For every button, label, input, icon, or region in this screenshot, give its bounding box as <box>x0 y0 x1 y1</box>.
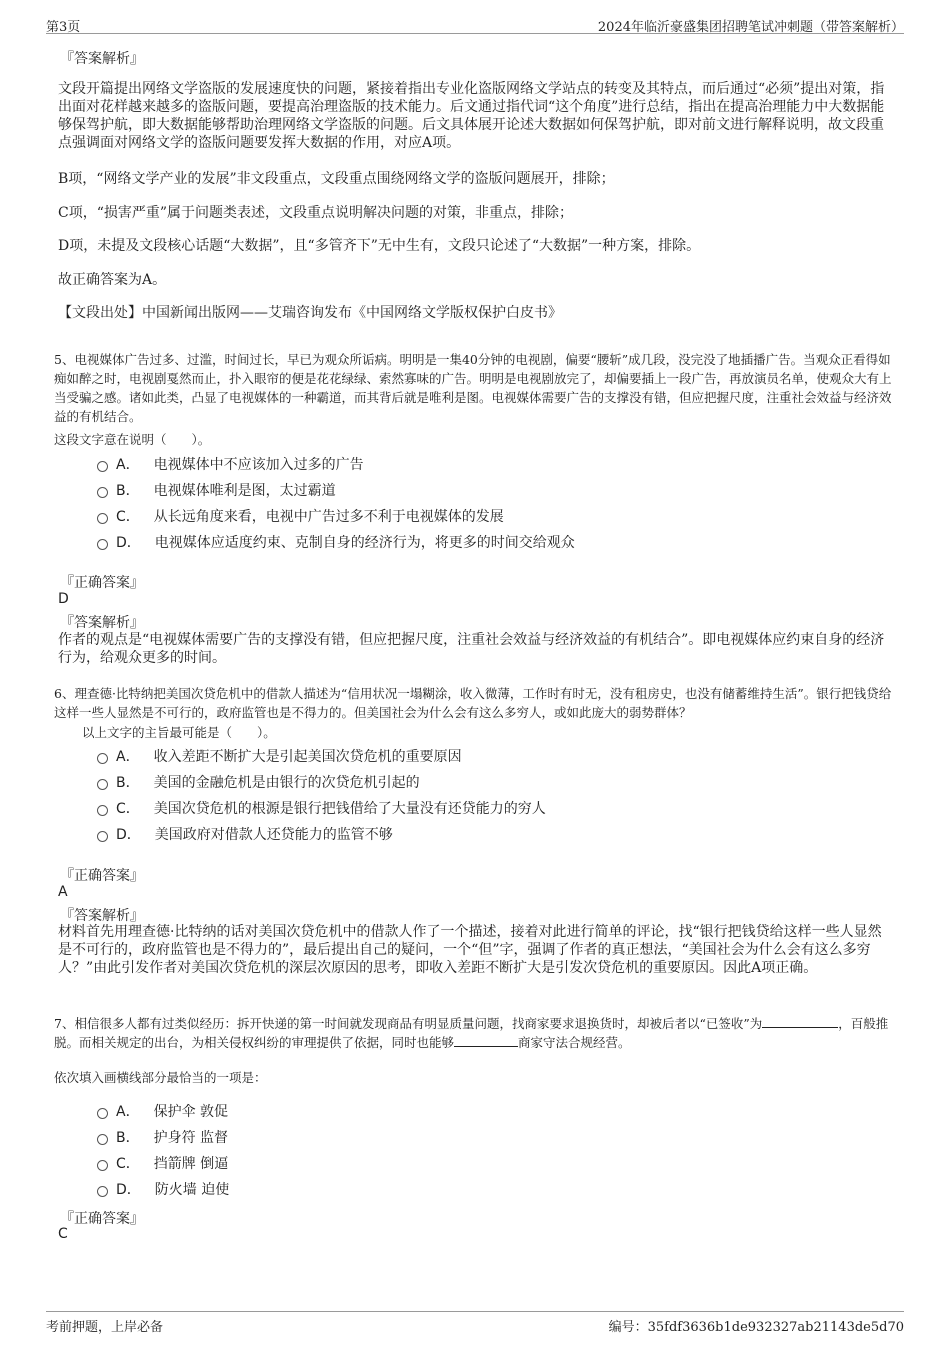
q4-analysis-label: 『答案解析』 <box>60 51 144 67</box>
q4-analysis-option-b: B项，“网络文学产业的发展”非文段重点，文段重点围绕网络文学的盗版问题展开，排除； <box>58 171 615 187</box>
q5-analysis: 作者的观点是“电视媒体需要广告的支撑没有错，但应把握尺度，注重社会效益与经济效益的有机结合”。即电视媒体应约束自身的经济行为，给观众更多的时间。 <box>58 632 885 666</box>
radio-icon[interactable] <box>97 1134 108 1145</box>
radio-icon[interactable] <box>97 753 108 764</box>
q6-stem: 6、理查德·比特纳把美国次贷危机中的借款人描述为“信用状况一塌糊涂，收入微薄，工作时有时无，没有租房史，也没有储蓄维持生活”。银行把钱贷给这样一些人显然是不可行的，政府监管也是不得力的。但美国社会为什么会有这么多穷人，或如此庞大的弱势群体？ <box>54 686 892 720</box>
q5-option-a[interactable]: A． 电视媒体中不应该加入过多的广告 <box>97 454 364 474</box>
radio-icon[interactable] <box>97 805 108 816</box>
footer-divider <box>46 1311 904 1312</box>
document-code: 编号：35fdf3636b1de932327ab21143de5d70 <box>608 1320 904 1335</box>
radio-icon[interactable] <box>97 487 108 498</box>
radio-icon[interactable] <box>97 1108 108 1119</box>
q5-stem: 5、电视媒体广告过多、过滥，时间过长，早已为观众所诟病。明明是一集40分钟的电视剧，偏要“腰斩”成几段，没完没了地插播广告。当观众正看得如痴如醉之时，电视剧戛然而止，扑入眼帘的便是花花绿绿、索然寡味的广告。明明是电视剧放完了，却偏要插上一段广告，再放演员名单，使观众大有上当受骗之感。诸如此类，凸显了电视媒体的一种霸道，而其背后就是唯利是图。电视媒体需要广告的支撑没有错，但应把握尺度，注重社会效益与经济效益的有机结合。 <box>54 352 892 424</box>
q7-blank-1 <box>762 1015 838 1028</box>
q5-question: 这段文字意在说明（ ）。 <box>54 432 211 447</box>
q7-option-a[interactable]: A． 保护伞 敦促 <box>97 1101 228 1121</box>
header-divider <box>46 33 904 34</box>
q4-source: 【文段出处】中国新闻出版网——艾瑞咨询发布《中国网络文学版权保护白皮书》 <box>58 305 562 321</box>
q7-stem: 7、相信很多人都有过类似经历：拆开快递的第一时间就发现商品有明显质量问题，找商家要求退换货时，却被后者以“已签收”为 ，百般推脱。而相关规定的出台，为相关侵权纠纷的审理提供了依据，同时也能够 商家守法合规经营。 <box>54 1016 889 1050</box>
q7-option-d[interactable]: D． 防火墙 迫使 <box>97 1179 229 1199</box>
q7-option-c[interactable]: C． 挡箭牌 倒逼 <box>97 1153 228 1173</box>
q5-option-c[interactable]: C． 从长远角度来看，电视中广告过多不利于电视媒体的发展 <box>97 506 504 526</box>
q7-answer-label: 『正确答案』 <box>60 1211 144 1227</box>
radio-icon[interactable] <box>97 513 108 524</box>
q7-option-b[interactable]: B． 护身符 监督 <box>97 1127 228 1147</box>
footer-slogan: 考前押题，上岸必备 <box>46 1320 164 1335</box>
q6-option-d[interactable]: D． 美国政府对借款人还贷能力的监管不够 <box>97 824 393 844</box>
q5-analysis-label: 『答案解析』 <box>60 615 144 631</box>
q6-question: 以上文字的主旨最可能是（ ）。 <box>82 725 276 740</box>
radio-icon[interactable] <box>97 1186 108 1197</box>
q6-analysis-label: 『答案解析』 <box>60 908 144 924</box>
q6-answer: A <box>58 884 68 900</box>
radio-icon[interactable] <box>97 1160 108 1171</box>
q4-conclusion: 故正确答案为A。 <box>58 272 167 288</box>
q4-analysis-option-c: C项，“损害严重”属于问题类表述，文段重点说明解决问题的对策，非重点，排除； <box>58 205 574 221</box>
q5-answer: D <box>58 591 69 607</box>
q7-blank-2 <box>454 1034 518 1047</box>
q6-option-b[interactable]: B． 美国的金融危机是由银行的次贷危机引起的 <box>97 772 420 792</box>
q6-option-a[interactable]: A． 收入差距不断扩大是引起美国次贷危机的重要原因 <box>97 746 462 766</box>
q7-question: 依次填入画横线部分最恰当的一项是： <box>54 1070 267 1085</box>
q4-analysis-option-d: D项，未提及文段核心话题“大数据”，且“多管齐下”无中生有，文段只论述了“大数据”一种方案，排除。 <box>58 238 701 254</box>
q5-option-b[interactable]: B． 电视媒体唯利是图，太过霸道 <box>97 480 336 500</box>
q6-option-c[interactable]: C． 美国次贷危机的根源是银行把钱借给了大量没有还贷能力的穷人 <box>97 798 546 818</box>
page-number: 第3页 <box>46 20 81 35</box>
radio-icon[interactable] <box>97 831 108 842</box>
q4-analysis-para1: 文段开篇提出网络文学盗版的发展速度快的问题，紧接着指出专业化盗版网络文学站点的转变及其特点，而后通过“必须”提出对策，指出面对花样越来越多的盗版问题，要提高治理盗版的技术能力。后文通过指代词“这个角度”进行总结，指出在提高治理能力中大数据能够保驾护航，即大数据能够帮助治理网络文学盗版的问题。后文具体展开论述大数据如何保驾护航，即对前文进行解释说明，故文段重点强调面对网络文学的盗版问题要发挥大数据的作用，对应A项。 <box>58 81 885 151</box>
q5-option-d[interactable]: D． 电视媒体应适度约束、克制自身的经济行为，将更多的时间交给观众 <box>97 532 575 552</box>
radio-icon[interactable] <box>97 779 108 790</box>
q6-answer-label: 『正确答案』 <box>60 868 144 884</box>
q6-analysis: 材料首先用理查德·比特纳的话对美国次贷危机中的借款人作了一个描述，接着对此进行简单的评论，找“银行把钱贷给这样一些人显然是不可行的，政府监管也是不得力的”，最后提出自己的疑问，一个“但”字，强调了作者的真正想法，“美国社会为什么会有这么多穷人？”由此引发作者对美国次贷危机的深层次原因的思考，即收入差距不断扩大是引发次贷危机的重要原因。因此A项正确。 <box>58 924 882 976</box>
q7-answer: C <box>58 1226 68 1242</box>
radio-icon[interactable] <box>97 461 108 472</box>
q5-answer-label: 『正确答案』 <box>60 575 144 591</box>
radio-icon[interactable] <box>97 539 108 550</box>
document-title: 2024年临沂豪盛集团招聘笔试冲刺题（带答案解析） <box>597 20 904 35</box>
